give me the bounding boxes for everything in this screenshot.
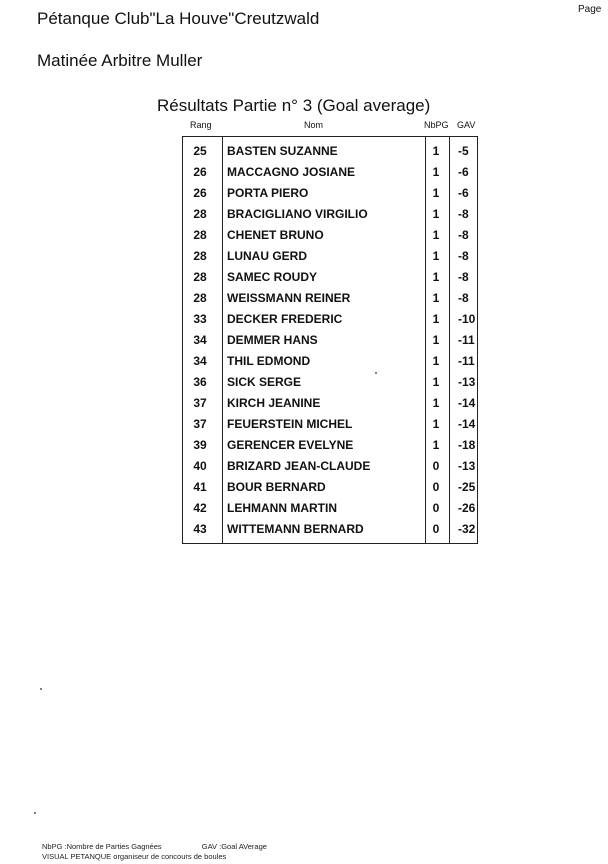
results-table	[182, 136, 478, 544]
table-row	[183, 435, 477, 456]
column-header-rang: Rang	[190, 120, 212, 130]
gav-cell: -26	[458, 501, 476, 515]
table-body	[183, 141, 477, 540]
table-row	[183, 309, 477, 330]
rang-cell: 34	[193, 333, 207, 347]
nom-cell: MACCAGNO JOSIANE	[227, 165, 356, 179]
nbpg-cell: 1	[432, 207, 440, 221]
gav-cell: -18	[458, 438, 476, 452]
table-row	[183, 288, 477, 309]
nbpg-cell: 1	[432, 417, 440, 431]
rang-cell: 41	[193, 480, 207, 494]
nom-cell: THIL EDMOND	[227, 354, 311, 368]
table-row	[183, 267, 477, 288]
nbpg-cell: 0	[432, 459, 440, 473]
nom-cell: BASTEN SUZANNE	[227, 144, 338, 158]
table-row	[183, 456, 477, 477]
gav-cell: -6	[458, 186, 469, 200]
column-headers	[0, 120, 608, 134]
gav-cell: -32	[458, 522, 476, 536]
table-row	[183, 225, 477, 246]
nbpg-cell: 1	[432, 165, 440, 179]
gav-cell: -8	[458, 249, 469, 263]
event-subtitle: Matinée Arbitre Muller	[37, 51, 203, 70]
nbpg-cell: 1	[432, 375, 440, 389]
rang-cell: 28	[193, 228, 207, 242]
rang-cell: 33	[193, 312, 207, 326]
rang-cell: 43	[193, 522, 207, 536]
gav-cell: -11	[458, 354, 475, 368]
table-row	[183, 351, 477, 372]
rang-cell: 40	[193, 459, 207, 473]
rang-cell: 25	[193, 144, 207, 158]
table-row	[183, 498, 477, 519]
software-credit: VISUAL PETANQUE organiseur de concours de boules	[42, 852, 227, 861]
nom-cell: FEUERSTEIN MICHEL	[227, 417, 353, 431]
nom-cell: LUNAU GERD	[227, 249, 307, 263]
rang-cell: 28	[193, 249, 207, 263]
rang-cell: 34	[193, 354, 207, 368]
nbpg-legend: NbPG :Nombre de Parties Gagnées	[42, 842, 162, 851]
gav-legend: GAV :Goal AVerage	[201, 842, 267, 851]
column-header-nom: Nom	[304, 120, 324, 130]
scan-speck	[34, 812, 36, 814]
nbpg-cell: 1	[432, 249, 440, 263]
table-row	[183, 183, 477, 204]
nom-cell: GERENCER EVELYNE	[227, 438, 354, 452]
nom-cell: LEHMANN MARTIN	[227, 501, 337, 515]
footer-legend	[42, 842, 267, 851]
column-header-nbpg: NbPG	[424, 120, 449, 130]
gav-cell: -14	[458, 417, 476, 431]
gav-cell: -8	[458, 228, 469, 242]
club-title: Pétanque Club"La Houve"Creutzwald	[37, 9, 320, 28]
table-row	[183, 414, 477, 435]
nbpg-cell: 1	[432, 291, 440, 305]
nom-cell: PORTA PIERO	[227, 186, 309, 200]
nbpg-cell: 1	[432, 396, 440, 410]
table-row	[183, 246, 477, 267]
table-row	[183, 204, 477, 225]
nbpg-cell: 0	[432, 480, 440, 494]
nom-cell: CHENET BRUNO	[227, 228, 324, 242]
page-label: Page	[578, 4, 602, 15]
nbpg-cell: 0	[432, 522, 440, 536]
rang-cell: 37	[193, 396, 207, 410]
nom-cell: KIRCH JEANINE	[227, 396, 321, 410]
gav-cell: -25	[458, 480, 476, 494]
rang-cell: 26	[193, 165, 207, 179]
nbpg-cell: 1	[432, 333, 440, 347]
rang-cell: 28	[193, 270, 207, 284]
nom-cell: BOUR BERNARD	[227, 480, 326, 494]
nom-cell: BRIZARD JEAN-CLAUDE	[227, 459, 371, 473]
gav-cell: -8	[458, 291, 469, 305]
gav-cell: -6	[458, 165, 469, 179]
nom-cell: DEMMER HANS	[227, 333, 318, 347]
nom-cell: DECKER FREDERIC	[227, 312, 343, 326]
table-row	[183, 372, 477, 393]
table-row	[183, 477, 477, 498]
nbpg-cell: 1	[432, 228, 440, 242]
nom-cell: SAMEC ROUDY	[227, 270, 318, 284]
gav-cell: -8	[458, 207, 469, 221]
scan-speck	[375, 372, 377, 374]
table-row	[183, 519, 477, 540]
gav-cell: -13	[458, 375, 476, 389]
gav-cell: -5	[458, 144, 469, 158]
rang-cell: 36	[193, 375, 207, 389]
gav-cell: -11	[458, 333, 475, 347]
rang-cell: 42	[193, 501, 207, 515]
nbpg-cell: 1	[432, 144, 440, 158]
nbpg-cell: 1	[432, 312, 440, 326]
nom-cell: WITTEMANN BERNARD	[227, 522, 364, 536]
rang-cell: 26	[193, 186, 207, 200]
rang-cell: 28	[193, 207, 207, 221]
results-heading: Résultats Partie n° 3 (Goal average)	[157, 96, 431, 115]
nom-cell: BRACIGLIANO VIRGILIO	[227, 207, 368, 221]
nbpg-cell: 0	[432, 501, 440, 515]
gav-cell: -10	[458, 312, 476, 326]
column-header-gav: GAV	[457, 120, 476, 130]
nom-cell: SICK SERGE	[227, 375, 302, 389]
nbpg-cell: 1	[432, 270, 440, 284]
table-row	[183, 330, 477, 351]
gav-cell: -13	[458, 459, 476, 473]
nbpg-cell: 1	[432, 438, 440, 452]
gav-cell: -8	[458, 270, 469, 284]
gav-cell: -14	[458, 396, 476, 410]
table-row	[183, 162, 477, 183]
rang-cell: 39	[193, 438, 207, 452]
scan-speck	[40, 688, 42, 690]
rang-cell: 28	[193, 291, 207, 305]
nbpg-cell: 1	[432, 186, 440, 200]
table-row	[183, 141, 477, 162]
rang-cell: 37	[193, 417, 207, 431]
nbpg-cell: 1	[432, 354, 440, 368]
nom-cell: WEISSMANN REINER	[227, 291, 351, 305]
table-row	[183, 393, 477, 414]
